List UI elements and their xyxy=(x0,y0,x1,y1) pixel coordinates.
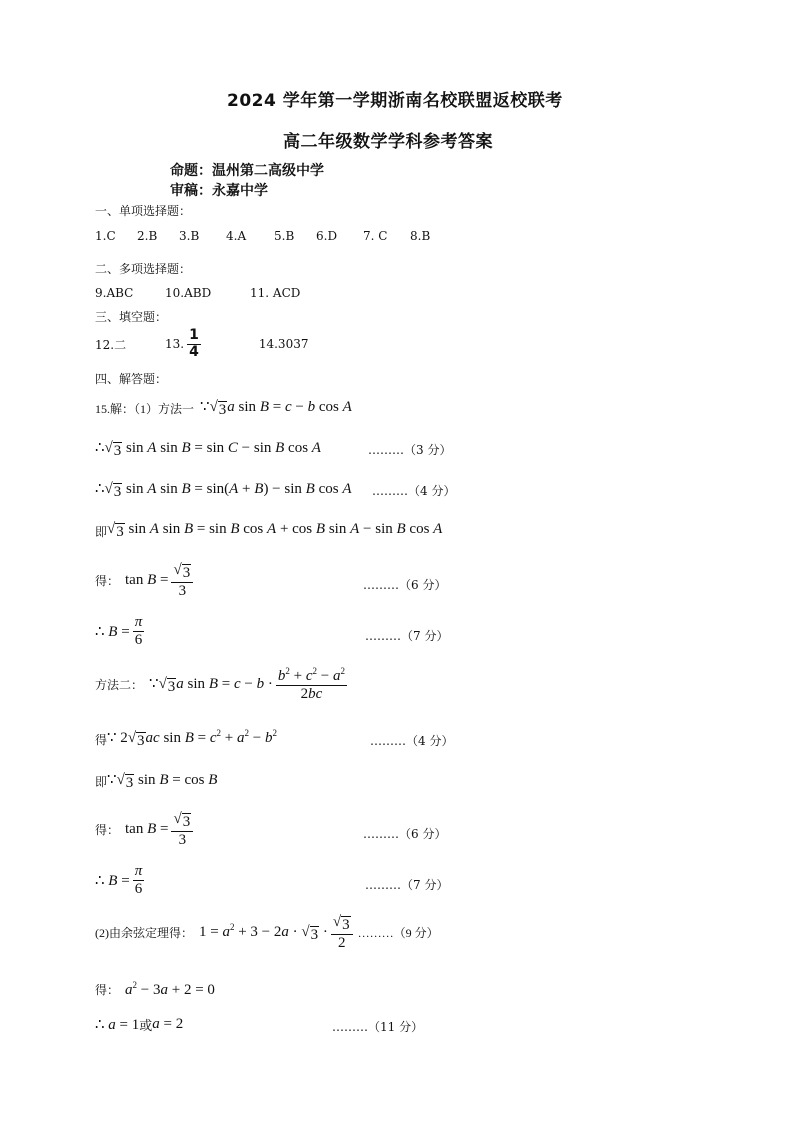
score-11: ………（11 分） xyxy=(332,1020,424,1034)
section-single-choice: 一、单项选择题： xyxy=(95,204,192,218)
answer-11: 11. ACD xyxy=(250,286,301,300)
fraction-sqrt3-over-2: √ 3 2 xyxy=(331,914,353,951)
q15-line-tanB-2: 得： tan B = √ 3 3 xyxy=(95,811,196,848)
q15-line-final: ∴ a = 1 或 a = 2 xyxy=(95,1016,184,1033)
fraction-sqrt3-over-3-b: √ 3 3 xyxy=(171,811,193,848)
q15-intro-label: 15.解：（1）方法一 xyxy=(95,401,195,416)
score-4-b: ………（4 分） xyxy=(370,734,454,748)
author-line: 命题：温州第二高级中学 xyxy=(170,163,324,179)
fraction-numerator: 1 xyxy=(189,327,199,344)
fraction-cosine-law: $\frac{b^2 + c^2 - a^2}{2bc}$ xyxy=(277,666,345,702)
section-solve: 四、解答题： xyxy=(95,372,168,386)
q15-method-2: 方法二： ∵ √ 3 a sin B = c − b · $\frac{b^2 + c^2 - a^2}{2bc}$ xyxy=(95,666,345,702)
get-since-label: 得 xyxy=(95,732,108,747)
answer-7: 7. C xyxy=(363,229,388,243)
score-4-a: ………（4 分） xyxy=(372,484,456,498)
score-7-b: ………（7 分） xyxy=(365,878,449,892)
part-2-label: (2)由余弦定理得： xyxy=(95,926,193,940)
or-text: 或 xyxy=(139,1018,153,1033)
q15-line-2: ∴ √ 3 sin A sin B = sin C − sin B cos A xyxy=(95,440,321,459)
score-6-a: ………（6 分） xyxy=(363,578,447,592)
score-6-b: ………（6 分） xyxy=(363,827,447,841)
document-subtitle: 高二年级数学学科参考答案 xyxy=(283,132,493,152)
q15-line-m2-2: 得 ∵ 2 √ 3 ac $\sin B = c^2 + a^2 - b^2$ xyxy=(95,728,277,749)
q15-part-2: (2)由余弦定理得： $1 = a^2 + 3 - 2a$ · √ 3 · √ 3 2 ………（9 分） xyxy=(95,914,439,951)
fraction-sqrt3-over-3: √ 3 3 xyxy=(171,562,193,599)
score-3: ………（3 分） xyxy=(368,443,452,457)
answer-9: 9.ABC xyxy=(95,286,134,300)
q15-line-intro: 15.解：（1）方法一 ∵ √ 3 a sin B = c − b cos A xyxy=(95,399,352,418)
q15-line-quadratic: 得： $a^2 - 3a + 2 = 0$ xyxy=(95,980,215,998)
q15-line-B-2: ∴ B = $\frac{\pi}{6}$ xyxy=(95,863,143,897)
answer-4: 4.A xyxy=(226,229,247,243)
q15-line-3: ∴ √ 3 sin A sin B = sin(A + B) − sin B cos A xyxy=(95,481,352,500)
fraction-pi-over-6-b: $\frac{\pi}{6}$ xyxy=(134,863,143,897)
document-title: 2024 学年第一学期浙南名校联盟返校联考 xyxy=(227,91,563,111)
ie-label-2: 即 xyxy=(95,774,108,789)
answer-10: 10.ABD xyxy=(165,286,212,300)
answer-14: 14.3037 xyxy=(258,337,309,351)
answer-3: 3.B xyxy=(179,229,200,243)
single-choice-answers xyxy=(95,229,430,243)
get-label: 得： xyxy=(95,574,120,588)
multi-choice-answers xyxy=(95,286,300,300)
answer-13-fraction xyxy=(187,328,201,360)
method-2-label: 方法二： xyxy=(95,678,144,692)
reviewer-line: 审稿：永嘉中学 xyxy=(170,183,268,199)
q15-line-tanB-1: 得： tan B = √ 3 3 xyxy=(95,562,196,599)
get-label-2: 得： xyxy=(95,823,120,837)
ie-label: 即 xyxy=(95,524,108,539)
answer-12: 12.二 xyxy=(95,337,127,352)
score-7-a: ………（7 分） xyxy=(365,629,449,643)
fill-blank-answers xyxy=(95,324,308,364)
answer-1: 1.C xyxy=(95,229,116,243)
fraction-denominator: 4 xyxy=(189,343,199,360)
score-9: ………（9 分） xyxy=(357,926,439,940)
q15-line-B-1: ∴ B = $\frac{\pi}{6}$ xyxy=(95,614,143,648)
answer-2: 2.B xyxy=(137,229,158,243)
q15-line-m2-3: 即 ∵ √ 3 sin B = cos B xyxy=(95,772,218,791)
section-multi-choice: 二、多项选择题： xyxy=(95,262,192,276)
answer-13-label: 13. xyxy=(165,337,185,351)
answer-5: 5.B xyxy=(274,229,295,243)
section-fill-blank: 三、填空题： xyxy=(95,310,168,324)
answer-8: 8.B xyxy=(410,229,431,243)
get-label-3: 得： xyxy=(95,983,120,997)
answer-6: 6.D xyxy=(316,229,338,243)
q15-line-4: 即 √ 3 sin A sin B = sin B cos A + cos B sin A − sin B cos A xyxy=(95,521,443,540)
fraction-pi-over-6: $\frac{\pi}{6}$ xyxy=(134,614,143,648)
